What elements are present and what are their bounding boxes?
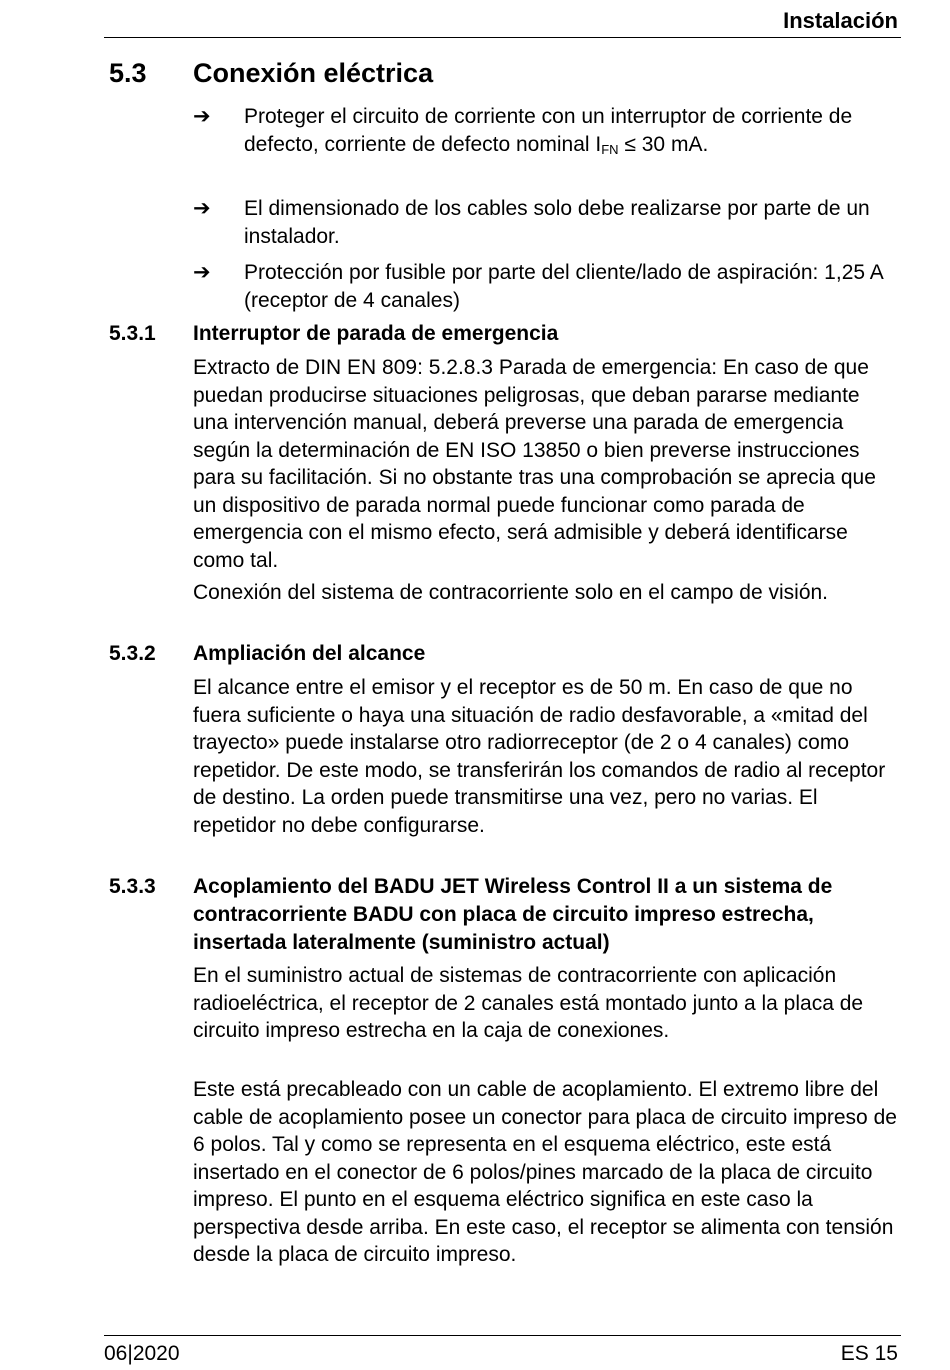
bullet-text: Proteger el circuito de corriente con un interruptor de corriente de defecto, corriente de defecto nominal IFN ≤ 30 mA. bbox=[244, 105, 853, 157]
subsection-title: Ampliación del alcance bbox=[193, 642, 426, 665]
footer-rule bbox=[104, 1335, 901, 1336]
subsection-title: Interruptor de parada de emergencia bbox=[193, 322, 559, 345]
arrow-right-icon: ➔ bbox=[193, 261, 211, 284]
bullet-text: Protección por fusible por parte del cliente/lado de aspiración: 1,25 A (receptor de 4 canales) bbox=[244, 261, 883, 312]
bullet-item bbox=[193, 259, 898, 315]
section-number: 5.3 bbox=[109, 58, 147, 88]
bullet-text: El dimensionado de los cables solo debe realizarse por parte de un instalador. bbox=[244, 197, 870, 248]
bullet-item bbox=[193, 195, 898, 251]
paragraph: En el suministro actual de sistemas de contracorriente con aplicación radioeléctrica, el receptor de 2 canales está montado junto a la placa de circuito impreso estrecha en la caja de conexiones. bbox=[193, 964, 864, 1042]
page-header-title: Instalación bbox=[783, 8, 898, 33]
header-rule bbox=[104, 37, 901, 38]
subsection-title: Acoplamiento del BADU JET Wireless Control II a un sistema de contracorriente BADU con placa de circuito impreso estrecha, insertada lateralmente (suministro actual) bbox=[193, 875, 833, 954]
subsection-number: 5.3.3 bbox=[109, 875, 156, 898]
paragraph: Extracto de DIN EN 809: 5.2.8.3 Parada de emergencia: En caso de que puedan producirse situaciones peligrosas, que deban pararse mediante una intervención manual, deberá preverse una parada de emergencia según la determinación de EN ISO 13850 o bien preverse instrucciones para su facilitación. Si no obstante tras una comprobación se aprecia que un dispositivo de parada normal puede funcionar como parada de emergencia con el mismo efecto, será admisible y deberá identificarse como tal. bbox=[193, 356, 876, 572]
paragraph: El alcance entre el emisor y el receptor es de 50 m. En caso de que no fuera suficiente o haya una situación de radio desfavorable, a «mitad del trayecto» puede instalarse otro radiorreceptor (de 2 o 4 canales) como repetidor. De este modo, se transferirán los comandos de radio al receptor de destino. La orden puede transmitirse una vez, pero no varias. El repetidor no debe configurarse. bbox=[193, 676, 886, 837]
subsection-number: 5.3.1 bbox=[109, 322, 156, 345]
footer-page-number: ES 15 bbox=[840, 1342, 898, 1365]
paragraph: Conexión del sistema de contracorriente solo en el campo de visión. bbox=[193, 581, 829, 604]
bullet-item bbox=[193, 103, 898, 186]
subsection-number: 5.3.2 bbox=[109, 642, 156, 665]
paragraph: Este está precableado con un cable de acoplamiento. El extremo libre del cable de acoplamiento posee un conector para placa de circuito impreso de 6 polos. Tal y como se representa en el esquema eléctrico, este está insertado en el conector de 6 polos/pines marcado de la placa de circuito impreso. El punto en el esquema eléctrico significa en este caso la perspectiva desde arriba. En este caso, el receptor se alimenta con tensión desde la placa de circuito impreso. bbox=[193, 1078, 897, 1266]
arrow-right-icon: ➔ bbox=[193, 105, 211, 128]
subscript-fn: FN bbox=[601, 141, 619, 157]
section-title: Conexión eléctrica bbox=[193, 58, 434, 88]
arrow-right-icon: ➔ bbox=[193, 197, 211, 220]
footer-date: 06|2020 bbox=[104, 1342, 180, 1365]
